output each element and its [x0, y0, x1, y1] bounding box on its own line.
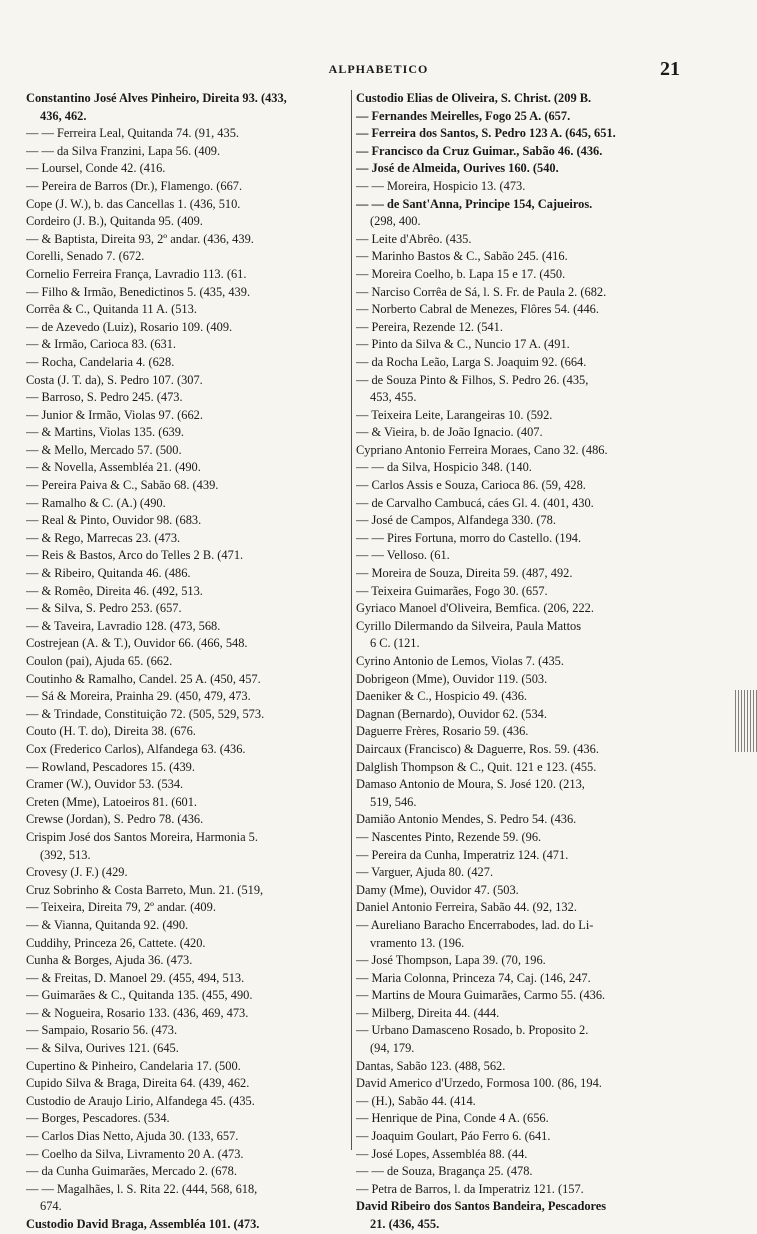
directory-entry: 436, 462.	[40, 108, 87, 123]
directory-entry: Custodio David Braga, Assembléa 101. (473.	[26, 1217, 260, 1231]
directory-entry: 453, 455.	[370, 390, 417, 405]
directory-entry: Cordeiro (J. B.), Quitanda 95. (409.	[26, 214, 203, 229]
directory-entry: Custodio de Araujo Lirio, Alfandega 45. (435.	[26, 1093, 255, 1108]
directory-entry: Cupido Silva & Braga, Direita 64. (439, 462.	[26, 1076, 250, 1091]
directory-entry: Couto (H. T. do), Direita 38. (676.	[26, 724, 196, 739]
margin-stamp-mark	[735, 690, 757, 752]
directory-entry: — da Cunha Guimarães, Mercado 2. (678.	[26, 1164, 237, 1179]
page-number: 21	[660, 58, 680, 80]
directory-entry: — Marinho Bastos & C., Sabão 245. (416.	[356, 249, 568, 264]
directory-entry: — & Novella, Assembléa 21. (490.	[26, 460, 201, 475]
directory-entry: — José Lopes, Assembléa 88. (44.	[356, 1146, 528, 1161]
directory-entry: Cunha & Borges, Ajuda 36. (473.	[26, 953, 193, 968]
directory-entry: David Americo d'Urzedo, Formosa 100. (86, 194.	[356, 1076, 602, 1091]
directory-entry: Corelli, Senado 7. (672.	[26, 249, 145, 264]
directory-entry: — Pereira Paiva & C., Sabão 68. (439.	[26, 478, 219, 493]
directory-entry: — Carlos Dias Netto, Ajuda 30. (133, 657.	[26, 1129, 239, 1144]
page-title: ALPHABETICO	[328, 62, 429, 76]
directory-entry: Dobrigeon (Mme), Ouvidor 119. (503.	[356, 671, 548, 686]
directory-entry: — & Rego, Marrecas 23. (473.	[26, 530, 181, 545]
directory-entry: Corrêa & C., Quitanda 11 A. (513.	[26, 302, 197, 317]
directory-entry: Gyriaco Manoel d'Oliveira, Bemfica. (206, 222.	[356, 601, 594, 616]
directory-entry: Crewse (Jordan), S. Pedro 78. (436.	[26, 812, 204, 827]
directory-entry: — Carlos Assis e Souza, Carioca 86. (59, 428.	[356, 478, 586, 493]
directory-entry: — Norberto Cabral de Menezes, Flôres 54. (446.	[356, 302, 599, 317]
directory-entry: — Loursel, Conde 42. (416.	[26, 161, 166, 176]
directory-entry: Dantas, Sabão 123. (488, 562.	[356, 1058, 506, 1073]
directory-entry: — & Irmão, Carioca 83. (631.	[26, 337, 177, 352]
directory-entry: — & Ribeiro, Quitanda 46. (486.	[26, 566, 191, 581]
directory-entry: Coulon (pai), Ajuda 65. (662.	[26, 654, 173, 668]
directory-entry: Crovesy (J. F.) (429.	[26, 865, 128, 880]
directory-entry: — de Azevedo (Luiz), Rosario 109. (409.	[26, 319, 233, 334]
directory-entry: Custodio Elias de Oliveira, S. Christ. (209 B.	[356, 91, 592, 105]
directory-entry: — da Rocha Leão, Larga S. Joaquim 92. (664.	[356, 354, 587, 369]
directory-entry: Daeniker & C., Hospicio 49. (436.	[356, 689, 528, 704]
directory-entry: Cramer (W.), Ouvidor 53. (534.	[26, 777, 184, 792]
directory-entry: — Borges, Pescadores. (534.	[26, 1111, 170, 1126]
directory-entry: — Real & Pinto, Ouvidor 98. (683.	[26, 513, 202, 528]
directory-entry: — Leite d'Abrêo. (435.	[356, 231, 472, 246]
directory-entry: — Sampaio, Rosario 56. (473.	[26, 1023, 178, 1038]
directory-entry: — & Mello, Mercado 57. (500.	[26, 442, 182, 457]
directory-entry: — Petra de Barros, l. da Imperatriz 121. (157.	[356, 1181, 584, 1196]
directory-entry: — Narciso Corrêa de Sá, l. S. Fr. de Paula 2. (682.	[356, 284, 607, 299]
directory-entry: — — de Sant'Anna, Principe 154, Cajueiros.	[356, 196, 593, 211]
directory-entry: Cornelio Ferreira França, Lavradio 113. (61.	[26, 266, 247, 281]
directory-entry: (298, 400.	[370, 214, 421, 229]
directory-entry: — — Moreira, Hospicio 13. (473.	[356, 178, 526, 193]
directory-entry: Cuddihy, Princeza 26, Cattete. (420.	[26, 935, 206, 950]
directory-entry: — & Martins, Violas 135. (639.	[26, 425, 185, 440]
left-column	[26, 90, 366, 1234]
directory-entry: — Pereira de Barros (Dr.), Flamengo. (667.	[26, 178, 243, 193]
directory-entry: — & Vieira, b. de João Ignacio. (407.	[356, 425, 543, 440]
directory-entry: — Joaquim Goulart, Páo Ferro 6. (641.	[356, 1129, 551, 1144]
directory-entry: — José de Almeida, Ourives 160. (540.	[356, 161, 559, 176]
directory-entry: — & Silva, Ourives 121. (645.	[26, 1041, 179, 1056]
directory-entry: — Teixeira Leite, Larangeiras 10. (592.	[356, 407, 553, 422]
directory-entry: Costa (J. T. da), S. Pedro 107. (307.	[26, 372, 203, 387]
directory-entry: — & Romêo, Direita 46. (492, 513.	[26, 583, 203, 598]
directory-entry: Constantino José Alves Pinheiro, Direita 93. (433,	[26, 91, 287, 105]
directory-entry: 519, 546.	[370, 794, 417, 809]
directory-entry: — Urbano Damasceno Rosado, b. Proposito 2.	[356, 1023, 589, 1038]
directory-entry: — Varguer, Ajuda 80. (427.	[356, 865, 494, 880]
directory-entry: — Nascentes Pinto, Rezende 59. (96.	[356, 829, 542, 844]
directory-entry: — — da Silva, Hospicio 348. (140.	[356, 460, 532, 475]
columns	[26, 90, 732, 1231]
directory-entry: David Ribeiro dos Santos Bandeira, Pescadores	[356, 1199, 607, 1214]
directory-entry: — Teixeira Guimarães, Fogo 30. (657.	[356, 583, 548, 598]
directory-entry: — Moreira Coelho, b. Lapa 15 e 17. (450.	[356, 266, 566, 281]
directory-entry: — José Thompson, Lapa 39. (70, 196.	[356, 953, 546, 968]
directory-entry: — & Taveira, Lavradio 128. (473, 568.	[26, 618, 221, 633]
directory-entry: 21. (436, 455.	[370, 1217, 440, 1231]
directory-entry: — Barroso, S. Pedro 245. (473.	[26, 390, 183, 405]
directory-entry: Cypriano Antonio Ferreira Moraes, Cano 32. (486.	[356, 442, 608, 457]
directory-entry: — Fernandes Meirelles, Fogo 25 A. (657.	[356, 108, 571, 123]
directory-entry: — Filho & Irmão, Benedictinos 5. (435, 439.	[26, 284, 251, 299]
directory-entry: 6 C. (121.	[370, 636, 420, 651]
directory-entry: — de Souza Pinto & Filhos, S. Pedro 26. (435,	[356, 372, 589, 387]
directory-entry: Cope (J. W.), b. das Cancellas 1. (436, 510.	[26, 196, 241, 211]
directory-entry: Cyrillo Dilermando da Silveira, Paula Mattos	[356, 618, 582, 633]
directory-entry: — (H.), Sabão 44. (414.	[356, 1093, 476, 1108]
directory-entry: Cruz Sobrinho & Costa Barreto, Mun. 21. (519,	[26, 882, 264, 897]
directory-entry: — & Freitas, D. Manoel 29. (455, 494, 513.	[26, 970, 245, 985]
directory-entry: — Moreira de Souza, Direita 59. (487, 492.	[356, 566, 573, 581]
directory-entry: — Aureliano Baracho Encerrabodes, lad. do Li-	[356, 917, 594, 932]
directory-entry: Creten (Mme), Latoeiros 81. (601.	[26, 794, 198, 809]
directory-entry: — Francisco da Cruz Guimar., Sabão 46. (436.	[356, 143, 603, 158]
directory-entry: — & Vianna, Quitanda 92. (490.	[26, 917, 189, 932]
directory-entry: — & Silva, S. Pedro 253. (657.	[26, 601, 182, 616]
directory-entry: Crispim José dos Santos Moreira, Harmonia 5.	[26, 829, 258, 844]
directory-entry: — — Velloso. (61.	[356, 548, 450, 563]
directory-entry: (392, 513.	[40, 847, 91, 862]
directory-entry: vramento 13. (196.	[370, 935, 465, 950]
directory-entry: — — de Souza, Bragança 25. (478.	[356, 1164, 533, 1179]
column-divider	[351, 90, 352, 1150]
directory-entry: — Ramalho & C. (A.) (490.	[26, 495, 166, 510]
directory-entry: Costrejean (A. & T.), Ouvidor 66. (466, 548.	[26, 636, 248, 651]
directory-entry: — — Pires Fortuna, morro do Castello. (194.	[356, 530, 582, 545]
directory-entry: — & Nogueira, Rosario 133. (436, 469, 473.	[26, 1005, 249, 1020]
directory-entry: Damião Antonio Mendes, S. Pedro 54. (436.	[356, 812, 577, 827]
directory-entry: — Coelho da Silva, Livramento 20 A. (473.	[26, 1146, 244, 1161]
directory-entry: — Maria Colonna, Princeza 74, Caj. (146, 247.	[356, 970, 591, 985]
directory-entry: — Rowland, Pescadores 15. (439.	[26, 759, 195, 774]
directory-entry: — & Baptista, Direita 93, 2º andar. (436, 439.	[26, 231, 254, 246]
directory-entry: 674.	[40, 1199, 62, 1214]
directory-entry: Daguerre Frères, Rosario 59. (436.	[356, 724, 529, 739]
directory-entry: Cyrino Antonio de Lemos, Violas 7. (435.	[356, 654, 564, 668]
directory-entry: — Junior & Irmão, Violas 97. (662.	[26, 407, 203, 422]
directory-entry: Cox (Frederico Carlos), Alfandega 63. (436.	[26, 741, 246, 756]
page-header	[0, 60, 757, 82]
directory-entry: — — Ferreira Leal, Quitanda 74. (91, 435.	[26, 126, 239, 141]
directory-entry: — — Magalhães, l. S. Rita 22. (444, 568, 618,	[26, 1181, 258, 1196]
directory-entry: — Reis & Bastos, Arco do Telles 2 B. (471.	[26, 548, 244, 563]
directory-entry: Cupertino & Pinheiro, Candelaria 17. (500.	[26, 1058, 241, 1073]
directory-entry: Damy (Mme), Ouvidor 47. (503.	[356, 882, 519, 897]
directory-entry: — Pereira da Cunha, Imperatriz 124. (471.	[356, 847, 569, 862]
directory-entry: Damaso Antonio de Moura, S. José 120. (213,	[356, 777, 585, 792]
directory-entry: — José de Campos, Alfandega 330. (78.	[356, 513, 556, 528]
directory-entry: Dagnan (Bernardo), Ouvidor 62. (534.	[356, 706, 547, 721]
directory-entry: — Henrique de Pina, Conde 4 A. (656.	[356, 1111, 549, 1126]
directory-entry: — Martins de Moura Guimarães, Carmo 55. (436.	[356, 988, 606, 1003]
directory-entry: — Rocha, Candelaria 4. (628.	[26, 354, 175, 369]
right-column	[356, 90, 736, 1234]
directory-entry: — Milberg, Direita 44. (444.	[356, 1005, 500, 1020]
directory-entry: — Pereira, Rezende 12. (541.	[356, 319, 503, 334]
directory-entry: (94, 179.	[370, 1041, 415, 1056]
directory-entry: Coutinho & Ramalho, Candel. 25 A. (450, 457.	[26, 671, 261, 686]
directory-entry: — Guimarães & C., Quitanda 135. (455, 490.	[26, 988, 253, 1003]
directory-entry: Daniel Antonio Ferreira, Sabão 44. (92, 132.	[356, 900, 577, 915]
directory-entry: — Ferreira dos Santos, S. Pedro 123 A. (645, 651.	[356, 126, 616, 141]
directory-entry: Dalglish Thompson & C., Quit. 121 e 123. (455.	[356, 759, 597, 774]
directory-entry: — de Carvalho Cambucá, cáes Gl. 4. (401, 430.	[356, 495, 594, 510]
directory-entry: — Pinto da Silva & C., Nuncio 17 A. (491.	[356, 337, 570, 352]
directory-entry: — & Trindade, Constituição 72. (505, 529, 573.	[26, 706, 265, 721]
directory-entry: — Sá & Moreira, Prainha 29. (450, 479, 473.	[26, 689, 251, 704]
directory-entry: — Teixeira, Direita 79, 2º andar. (409.	[26, 900, 216, 915]
directory-entry: Daircaux (Francisco) & Daguerre, Ros. 59. (436.	[356, 741, 599, 756]
directory-entry: — — da Silva Franzini, Lapa 56. (409.	[26, 143, 221, 158]
